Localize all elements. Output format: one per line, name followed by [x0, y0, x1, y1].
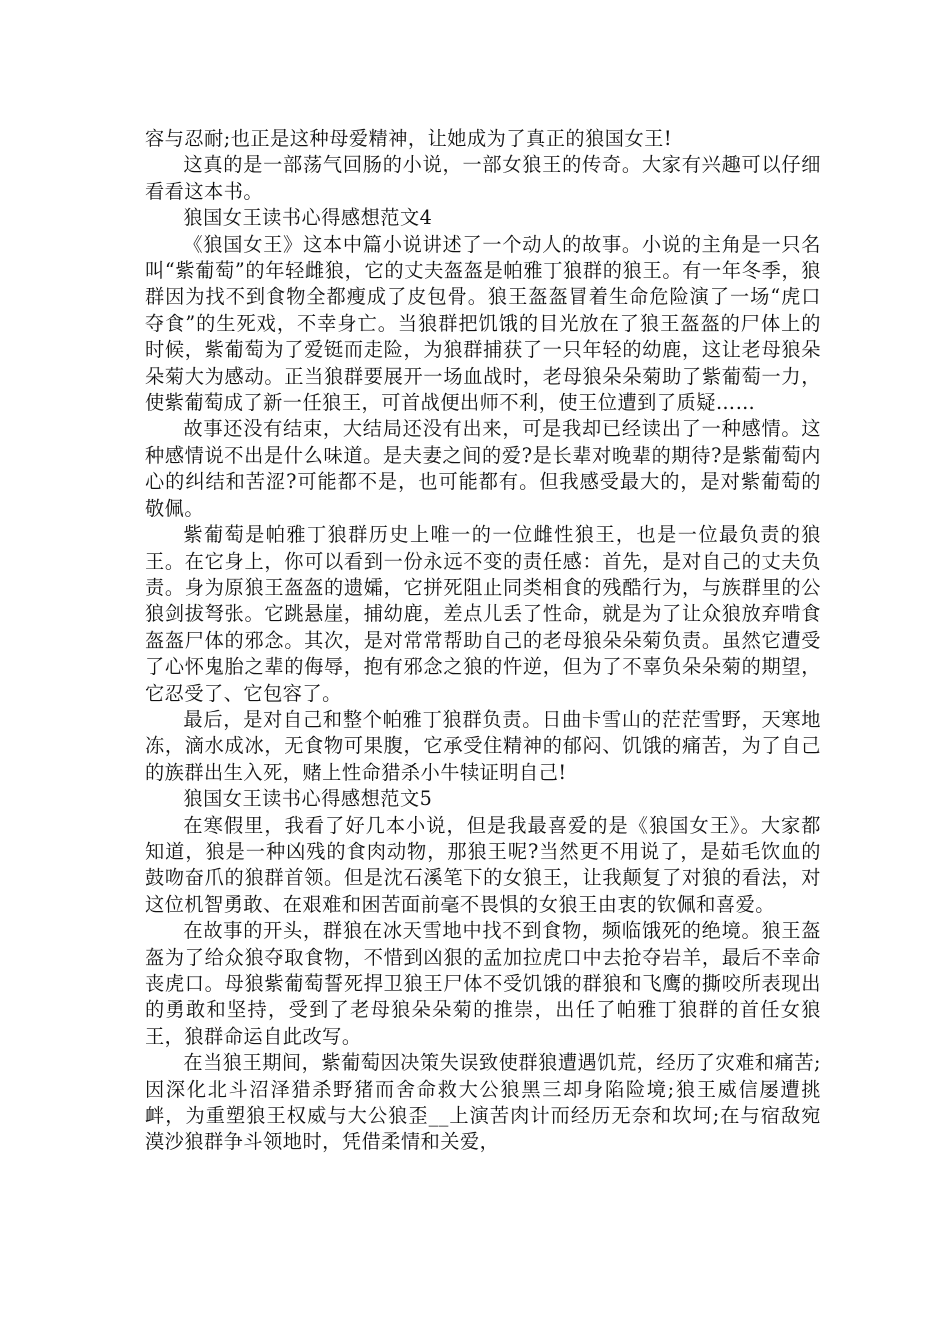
section-heading-5: 狼国女王读书心得感想范文5: [183, 787, 433, 811]
paragraph-8: 在故事的开头，群狼在冰天雪地中找不到食物，频临饿死的绝境。狼王盔盔为了给众狼夺取食物，不惜到凶狠的孟加拉虎口中去抢夺岩羊，最后不幸命丧虎口。母狼紫葡萄誓死捍卫狼王尸体不受饥饿的群狼和飞鹰的撕咬所表现出的勇敢和坚持，受到了老母狼朵朵菊的推崇，出任了帕雅丁狼群的首任女狼王，狼群命运自此改写。: [145, 919, 821, 1048]
paragraph-5: 紫葡萄是帕雅丁狼群历史上唯一的一位雌性狼王，也是一位最负责的狼王。在它身上，你可以看到一份永远不变的责任感：首先，是对自己的丈夫负责。身为原狼王盔盔的遗孀，它拼死阻止同类相食的残酷行为，与族群里的公狼剑拔弩张。它跳悬崖，捕幼鹿，差点儿丢了性命，就是为了让众狼放弃啃食盔盔尸体的邪念。其次，是对常常帮助自己的老母狼朵朵菊负责。虽然它遭受了心怀鬼胎之辈的侮辱，抱有邪念之狼的忤逆，但为了不辜负朵朵菊的期望，它忍受了、它包容了。: [145, 523, 821, 705]
paragraph-6: 最后，是对自己和整个帕雅丁狼群负责。日曲卡雪山的茫茫雪野，天寒地冻，滴水成冰，无食物可果腹，它承受住精神的郁闷、饥饿的痛苦，为了自己的族群出生入死，赌上性命猎杀小牛犊证明自己!: [145, 707, 821, 784]
paragraph-9: 在当狼王期间，紫葡萄因决策失误致使群狼遭遇饥荒，经历了灾难和痛苦;因深化北斗沼泽猎杀野猪而舍命救大公狼黑三却身陷险境;狼王威信屡遭挑衅，为重塑狼王权威与大公狼歪__上演苦肉计而经历无奈和坎坷;在与宿敌宛漠沙狼群争斗领地时，凭借柔情和关爱，: [145, 1051, 821, 1154]
paragraph-3: 《狼国女王》这本中篇小说讲述了一个动人的故事。小说的主角是一只名叫“紫葡萄”的年轻雌狼，它的丈夫盔盔是帕雅丁狼群的狼王。有一年冬季，狼群因为找不到食物全都瘦成了皮包骨。狼王盔盔冒着生命危险演了一场“虎口夺食”的生死戏，不幸身亡。当狼群把饥饿的目光放在了狼王盔盔的尸体上的时候，紫葡萄为了爱铤而走险，为狼群捕获了一只年轻的幼鹿，这让老母狼朵朵菊大为感动。正当狼群要展开一场血战时，老母狼朵朵菊助了紫葡萄一力，使紫葡萄成了新一任狼王，可首战便出师不利，使王位遭到了质疑……: [145, 232, 821, 415]
paragraph-7: 在寒假里，我看了好几本小说，但是我最喜爱的是《狼国女王》。大家都知道，狼是一种凶残的食肉动物，那狼王呢?当然更不用说了，是茹毛饮血的鼓吻奋爪的狼群首领。但是沈石溪笔下的女狼王，让我颠复了对狼的看法，对这位机智勇敢、在艰难和困苦面前毫不畏惧的女狼王由衷的钦佩和喜爱。: [145, 813, 821, 916]
paragraph-2: 这真的是一部荡气回肠的小说，一部女狼王的传奇。大家有兴趣可以仔细看看这本书。: [145, 153, 821, 203]
paragraph-4: 故事还没有结束，大结局还没有出来，可是我却已经读出了一种感情。这种感情说不出是什么味道。是夫妻之间的爱?是长辈对晚辈的期待?是紫葡萄内心的纠结和苦涩?可能都不是，也可能都有。但我感受最大的，是对紫葡萄的敬佩。: [145, 417, 821, 520]
document-page: [145, 126, 821, 1156]
section-heading-4: 狼国女王读书心得感想范文4: [183, 206, 433, 230]
paragraph-1: 容与忍耐;也正是这种母爱精神，让她成为了真正的狼国女王!: [145, 127, 673, 150]
